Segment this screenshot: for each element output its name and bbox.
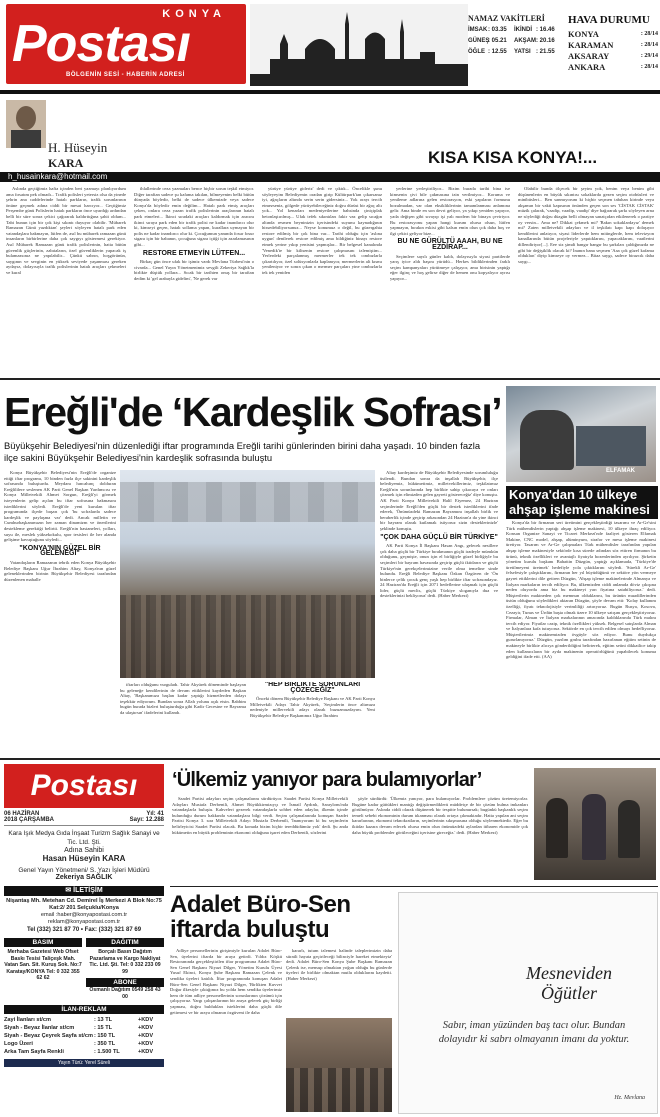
weather-temp: : 28/14 <box>640 64 658 70</box>
imprint-owner-label: Adına Sahibi <box>64 847 104 854</box>
column-paragraph: Aslında geçtiğimiz hafta içinden beri yazmayı planlıyordum ama fırsatım pek olmadı... Trafik polisleri yetersiz olsa da yinede şehrin ana caddelerinde hatalı parkların, trafik sorunlarının önüne geçmek adına ciddi bir mesai harcıyor... Geçtiğimiz Perşembe günü Polislerin hatalı parkların önce uyardığı ardından belli bir süre sonra çekici çağırarak kaldırttığına şahit oldum... Tabi bunun için bir çok kişi sıkıntı duyuyor olabilir. 'Mübarek Ramazan Günü yazdıktan' şeyleri söyleyen hatalı park eden vatandaşlara bakmayın, lütfen de, asıl bu mübarek ramazan günü insanların birbirlerine daha çok saygıyı göstermesi gerekiyor. Asıl Mübarek Ramazan günü trafik polislerinin, hatta bütün güvenlik güçlerinin, zabıtaların, özel güvenliklerin yapacak iş bulamazsınız ne yapılabilir... Çünkü sabrın, hoşgörünün, saygının ve sevginin en yüksek seviyede yaşanması gereken aydayız, dolayısıyla trafik polislerinin hatalı araçları çekmeleri ve kural <box>6 186 126 275</box>
imprint-owner: Hasan Hüseyin KARA <box>42 854 126 863</box>
ad-rate-cell: +KDV <box>138 1040 154 1047</box>
story2-paragraph: Saadet Partisi adayları seçim çalışmalarını sürdürüyor. Saadet Partisi Konya Milletvekili Adayları Mustafa Derbentli, Ahmet Büyükkirmizıyçı ve İsmail Aydınlı, Saraylonu'nda vatandaşlarla buluştu. Kahveleri gezerek vatandaşlarla sohbet eden adaylar, ilkenin içinde bulunduğu durum hakkında vatandaşlara bilgi verdi. Seçim çalışmalarında konuşan Saadet Partisi Konya 3. sıra Milletvekili Adayı Mustafa Derbentli, 'İnanıyorum ki bu seçimlerin belirleyicisi Saadet Partisi olacak. Bu konuda bizim hiçbir tereddüdümüz yok' dedi. Şu anda hükümetin en büyük probleminin ekonomi olduğuna işaret eden Derbentli, sözlerini <box>172 796 348 835</box>
prayer-cell: : 05.21 <box>488 38 507 44</box>
side-photo-brand: ELFAMAK <box>606 468 635 474</box>
column-text-1 <box>6 186 126 372</box>
weather-city: ANKARA <box>568 62 606 72</box>
author-photo <box>6 100 46 148</box>
story3-text-1 <box>170 948 282 1112</box>
divider <box>170 886 658 887</box>
lead-photo <box>120 470 375 678</box>
imprint-issue: Sayı: 12.288 <box>129 817 164 823</box>
lead-paragraph: Önceki dönem Büyükşehir Belediye Başkanı ve AK Parti Konya Milletvekili Adayı Tahir Akyürek, 'Seçimlerin önce altımıza nedeniyle millervekili adayı olarak buzuzmuzdayım. Yeni Büyükşehir Belediye Başkanımız Uğur İbrahim <box>250 696 375 718</box>
ad-rate-cell: : 150 TL <box>94 1032 116 1039</box>
imprint-print-title: BASIM <box>4 938 82 947</box>
masthead-slogan: BÖLGENİN SESİ - HABERİN ADRESİ <box>66 72 185 78</box>
prayer-cell: : 20.16 <box>536 38 555 44</box>
imprint-logo-text: Postası <box>30 769 138 802</box>
ad-rate-cell: Arka Tam Sayfa Renkli <box>4 1048 64 1055</box>
ad-rate-cell: : 350 TL <box>94 1040 116 1047</box>
lead-paragraph: Vatandaşların Ramazanın tebrik eden Konya Büyükşehir Belediye Başkanı Uğur İbrahim Altay, Konya'nın güzel geleneklerinden birinin Büyükşehir Belediyesi tarafından düzenlenen mahalle <box>4 559 116 582</box>
author-email: h_husainkara@hotmail.com <box>8 172 108 181</box>
lead-text-2b <box>250 682 375 752</box>
ad-rate-row <box>4 1032 164 1040</box>
imprint-email-2: reklam@konyapostasi.com.tr <box>47 919 121 925</box>
prayer-cell: GÜNEŞ <box>468 38 490 44</box>
prayer-title: NAMAZ VAKİTLERİ <box>468 14 545 23</box>
prayer-row <box>468 38 564 44</box>
author-first-name: H. Hüseyin <box>48 140 108 155</box>
story3-paragraph: kararlı, tutum izlemesi halinde taleplerimizin daha süratli hayata geçirileceği bilinciyle hareket etmekteyiz' dedi. Adalet Büro-Sen Konya Şube Başkanı Ramazan Çelenk ise, mensup olmaktan yoğun olduğu bu günlerde üyeleri ile birlikte olmaktan mutlu olduklarını kaydetti. (Haber Merkezi) <box>286 948 392 981</box>
lead-text-1 <box>4 470 116 752</box>
side-paragraph: Konya'da bir firmanın seri üretimini gerçekleştirdiği tasarımı ve Ar-Ge'sini Türk mühendislerin yaptığı ahşap işleme makinesi, 10 ülkeye ihraç ediliyor. Konsan Organize Sanayi ve Ticaret Merkezi'nde faaliyet gösteren Elfamak Makine, CNC model, ahşap, alüminyum, strafor ve mesa işleme makinesi üretiyor. Tasarım ve Ar-Ge çalışmaları Türk mühendisler tarafından yapılan ahşap işleme makinesiyle sektörde kısa sürede adından söz ettiren firmanın bu ürünü, teknik özellikleri ve avantajlı fiyatıyla bozenlerinden ayrılıyor. Şirketin yönetim kurulu başkanı Bahattin Düzgün, yaptığı açıklamada, 'Türkiye'de üretilmeyeni üretmek' hedefiyle yola çıktıklarını söyledi. 'Sürekli Ar-Ge' felsefesiyle çalıştıklarını, firmanın her yıl büyüdüğünü ve sektöre yön vermeye gayret ettiklerini dile getiren Düzgün, 'Ahşap işleme makinelerinde Almanya ve İtalyan markaların tercih ediliyor. Bu, ülkemizden ciddi anlamda döviz çıkışına neden oluyordu ama biz bu makineyi yarı fiyatına satabiliyoruz.' dedi. Müşterilerin makineden çok memnun olduklarını, bu ürünün muadillerinden üstün olduğunu söyledikleri aktaran Düzgün, şöyle devam etti: 'Kolay kullanım özelliği, fiyatı teknolojisiyle verimliliği artırıyoruz. Bugün Rusya, Kosova, Cezayir, Tunus ve Ürdün başta olmak üzere 10 ülkeye satışını gerçekleştiriyoruz. Firmalar, Alman ve İtalyan markalarının amacında kaldıklarında Türk malını tercih ediyor. Fiyatlar cazip, teknik özellikleri yüksek. Belgesel satışlarda Alman ve İtalyanlara kafa tutuyoruz. Sektörde en çok tercih edilen olmayı hedefliyoruz. Müşterilerimiz makinemizden övgüyle söz ediyor. Bunu duydukça gururlanıyoruz.' Düzgün, yazılım grubu tarafından hazırlanan eğitim setinin de makineyle birlikte alıcıya gönderildiğini belirterek, eğitim setini dikkatlice takip eden kullanıcıların bir ayda makinenin operatörlüğünü yapabilecek konuma geldiğini ifade etti. (AA) <box>506 520 656 660</box>
story3-headline: Adalet Büro-Sen iftarda buluştu <box>170 891 351 943</box>
prayer-row <box>468 27 564 33</box>
imprint-sub-title: ABONE <box>86 978 164 987</box>
story2-paragraph: şöyle sürdürdü: 'Ülkemiz yanıyor, para bulamıyorlar. Problemlere çözüm üretemiyorlar. Bugüne kadar güttükleri mantığı değiştirmediklerü müddetçe de bir çözüm bulma imkanları görülmüyor. Aslında ciddi olarak düşünerek bir tespitte bulunursak; bugünkü başkanlık seçim temeli sebebi ekonominin durum tıkanması olarak ortaya çıkmaktadır. Hatta yapılan ani seçim kararlarının, ekonomi teknokratların, seçimlerinin sıkışmasına olduğu söylenmektedir. Eğer bu iktidar kazara devam edecek olursa emin olun önümüzdeki aylardan itibaren ekonomide çok daha büyük problemler görüleceğini içerisine gireceğiz.' dedi. (Haber Merkezi) <box>352 796 528 835</box>
weather-row <box>568 51 658 62</box>
masthead-rule <box>0 90 660 94</box>
imprint-editor-label: Genel Yayın Yönetmeni/ S. Yazı İşleri Müdürü <box>18 867 150 874</box>
story3-paragraph: Adliye personellerinin girişimiyle kurulan Adalet Büro-Sen, üyelerini iftarda bir araya getirdi. Yıldız Köşkü Restoranında gerçekleştirilen iftar programına Adalet Büro-Sen Genel Başkanı Niyazi Dilger, Yönetim Kurulu Üyesi Yusuf Ekinci, Konya Şube Başkanı Ramazan Çelenk ve sendika üyeleri katıldı. İftar programında konuşan Adalet Büro-Sen Genel Başkanı Niyazi Dilger, 'Birlikten Kuvvet Doğar ilkesiyle çıktığımız bu yolda hem sendika üyelerimiz hem de tüm adliye personellerinin sorunlarının çözümü için çalışıyoruz. Yargı çalışanlarının bir araya gelerek güç birliği yapması, doğru buldukları isteklerini daha güçlü dile getirmesi ve bir araya olmanın özgüveni ile daha <box>170 948 282 1015</box>
imprint-address: Nişantaş Mh. Metehan Cd. Demirel İş Merkezi A Blok No:75 Kat:2/ 201 Selçuklu/Konya <box>6 898 162 911</box>
lead-subhead: "HEP BİRLİKTE SORUNLARI ÇÖZECEĞİZ" <box>264 682 361 694</box>
divider <box>0 378 660 380</box>
ad-rate-cell: +KDV <box>138 1016 154 1023</box>
imprint <box>4 764 164 1112</box>
skyline-illustration <box>250 4 468 86</box>
column-paragraph: Birkaç gün önce ufak bir işimiz vardı Mevlana Türbesi'nin o civarda... Genel Yayın Yönetmenimiz sevgili Zekeriya Sağlık'la birlikte düştük yollara... Sıcak bir tarihten onuş bir taraftan dedim ki 'gel arabayla gidelim', 'Ne gerek var <box>134 259 254 281</box>
envelope-icon: ✉ <box>65 887 74 894</box>
ad-rate-cell: Zayi İlanları st/cm <box>4 1016 51 1023</box>
column-subhead: RESTORE ETMEYİN LÜTFEN... <box>142 249 246 257</box>
prayer-cell: ÖĞLE <box>468 49 486 55</box>
imprint-email-1: email :haber@konyapostasi.com.tr <box>40 912 128 918</box>
prayer-cell: İMSAK <box>468 27 488 33</box>
lead-paragraph: Konya Büyükşehir Belediyesi'nin Ereğli'de organize ettiği iftar programı, 10 binden fazla ilçe sakinini kardeşlik sofrasında buluşturdu. Meydanı hıncahınç dolduran Ereğlililere seslenen AK Parti Genel Başkan Yardımcısı ve Konya Milletvekili Ahmet Sorgun, Ereğli'yi görmek isteyenlerin gelip açılan bu iftar sofrasına bakmasını istediklerini söyledi. Ereğli'de yeni kurulan iftar programında ilçede başarı çok 'bu sofralarda sadece kardeşlik ve paylaşma var' dedi. Ancak milletin ve Cumhurbaşkanımızın her zaman dinamizm ve önerilerini destekleme gerektiği belirtti. Ereğli'nin hastaneleri, yolları, suyu ile, meslek yüksekokulu, spor tesisleri ile her alanda gelişime kavuştuğunu söyledi... <box>4 470 116 543</box>
column-paragraph: Seçimlere sayılı günler kaldı, dolayısıyla siyasi partilerde yarış iyice aldı başını yürüdü... Herkes bildiklerinden farklı seçim kampanyaları yürütmeye çalışıyor, ama birisinin yaptığı eğer ilginç ve hoş gelirse diğer de hemen onu kopyalıyor ayrısı yapıyor... <box>390 253 510 281</box>
author-email-bar <box>0 172 660 182</box>
quote-text: Sabır, iman yüzünden baş tacı olur. Bundan dolayıdır ki sabrı olmayanın imanı da yoktur. <box>438 1020 630 1045</box>
ad-rate-cell: +KDV <box>138 1032 154 1039</box>
imprint-footer: Yayın Türü: Yerel Süreli <box>4 1059 164 1067</box>
weather-temp: : 29/14 <box>640 53 658 59</box>
side-photo <box>506 386 656 482</box>
prayer-cell: : 12.55 <box>488 49 507 55</box>
lead-paragraph: Altay kardeşimiz de Büyükşehir Belediyesinde sorumluluğu üstlendi. Bundan sonra da inşallah Büyükşehir, ilçe belediyemiz, hükümetimiz, milletvekillerimiz, teşkilatımız Ereğli'nin sorunlarında hep birlikte sahip çıkacaya ve onları çözmek için elimizden gelen gayreti göstereceğiz' diye konuştu. AK Parti Konya Milletvekili Halil Etyemez, 24 Haziran seçimlerinde Ereğli'den güçlü bir destek istediklerini ifade ederek, 'Önümüzdeki Ramazan Bayramını inşallah birlik ve beraberlik içinde geçirip arkasından 24 Haziran'a da yine ikinci bir bayram olarak kutlamak istiyoruz sizin desteklerinizle' şeklinde konuştu. <box>380 470 498 531</box>
lead-deck: Büyükşehir Belediyesi'nin düzenlediği iftar programında Ereğli tarihi günlerinden birini daha yaşadı. 10 binden fazla ilçe sakini Büyükşehir Belediyesi'nin kardeşlik sofrasında buluştu <box>4 440 481 463</box>
masthead <box>0 0 660 96</box>
weather-temp: : 28/14 <box>640 31 658 37</box>
ad-rate-cell: Siyah - Beyaz Çeyrek Sayfa st/cm <box>4 1032 93 1039</box>
column-paragraph: yerlerine yerleştiriliyor... Bizim burada tarihi bina ise kimsenin çivi bile çakmasına izin verilmiyor... Koruma ve yenileme adlarına gelen restorasyon, eski yapıların formunu bozulmadan, var olan eksikliklerinin tamamlanması anlamına gelir. Ama binde en son devri geliyor, ya yıkıp yeniden yapıyor, yada değişen gibi sıvayıp işi yalı modern bir binaya çeviriyor. Bu restorasyonu yapan hangi kurum olursa olsun, lütfen yapmayın, bırakın eskisi gibi kalsın emin olun çok daha hoş ve ilgi çekici geliyor bize... <box>390 186 510 236</box>
imprint-dist-title: DAĞITIM <box>86 938 164 947</box>
column-paragraph: yürüye yürüye gideriz' dedi ve çıktık... Öncelikle şunu söyleyeyim Belediyenin oradan girip Kültürpark'tan çıkarsanız iyi, ağaçların altında serin serin gidersiniz... Yok orayı tercih etmezseniz, gölgede yürüyebileceğiniz doğru dürüst bir ağaç altı yok... Yol kenarları medeniyetlerine bahsinda çiniçiplak betonlaştırılmış... Ufak tefek sıkıntıları fakir vaz gelip sıcağın altında resmen beyninizin içerisindeki suyunu kaynadığının hissedebiliyorsunuz... Neyse konumuz o değil, bu güzergahta restore edilmiş bir çok bina var... Tarihi olduğu için 'aslına uygun' denilerek restore edilmiş ama bildiğiniz binayı restore etmek yerine yıkıp yenisini yapmışlar... Bir belgesel kanalında 'Venedik'te bir kilisenin restore çalışmasını izlemiştim... Yerlerdeki parçalanmış mermerler tek tek cımbızlarla çıkartılıyor, özel solüsyonlarla kaplanıyor, mermerlerin alt kısmı yenileniyor ve sonra çıkan o mermer parçaları yine cımbızlarla tek tek yeniden <box>262 186 382 275</box>
weather-city: AKSARAY <box>568 51 610 61</box>
weather-city: KARAMAN <box>568 40 614 50</box>
prayer-cell: YATSI <box>514 49 531 55</box>
ad-rate-cell: : 13 TL <box>94 1016 113 1023</box>
prayer-cell: İKİNDİ <box>514 27 532 33</box>
imprint-sub-body: Osmanlı Dağıtım 0549 258 43 00 <box>89 987 161 1000</box>
imprint-phone: Tel (332) 321 87 70 • Fax: (332) 321 87 69 <box>26 927 142 933</box>
ad-rate-row <box>4 1024 164 1032</box>
prayer-times <box>468 14 564 74</box>
author-last-name: KARA <box>48 156 84 170</box>
imprint-dist-body: Borçalı Basın Dağıtım Pazarlama ve Kargo Nakliyat Tic. Ltd. Şti. Tel: 0 332 233 09 99 <box>89 949 161 975</box>
column-paragraph: Olabilir bunda ölçecek bir şeyim yok, benim veya benim gibi düşünenlerin en büyük sıkıntısı sokaklarda gezen seçim otobüsleri ve minibüsleri... Ben sanmıyorum ki hiçbir seçmen tabıhan kirinde veya akşamın bir vakti kapısının önünden geçen son ses 'CİSTAK CİSTAK' müzik çalarak, 'vaadip, vaadip, vaadip' diye bağırarak şarkı söyleyen arna ne söylediği doğru düzgün belli olmayan sanatçıdan etkilenerek o partiye oy versin... Ama ne? Dikkat çekmek mi? 'Bakın sokaklardayız' demek mi? Zaten milletvekili adayları ve il teşkilatı kapı kapı dolaşıyor kendilerini anlatıyor, siyasi liderlerde hem mitinglerde, hem televizyon kanallarında bütün projeleriyle yapıtıklarını, yapacaklarını, vaatlerini dillendiriyor[...]. Eee siz şimdi bangır bangır bu şarkıları çaldığınızda ne gibi bir değişiklik olacak ki? İnanın bana seçmen 'Aaa çok güzel kafama oldukları' diyip kimseye oy vermez... Bitaz saygı, sadece birazcık daha saygı... <box>518 186 654 264</box>
weather-title: HAVA DURUMU <box>568 14 650 26</box>
imprint-contact-label: İLETİŞİM <box>73 887 103 894</box>
lead-paragraph: AK Parti Konya İl Başkanı Hasan Angı, gelecek nesillere çok daha güçlü bir Türkiye bırakmanın güçlü iradeyle mümkün olduğunu, geçmişte, onun için el birliğiyle güzel birliğiyle bu seçimleri bir bayram havasında geçirip güçlü iktidarın ve güçlü Türkiye'nin gerekçelerimizine verile olma temeline sinde bulundu. Ereğli Belediye Başkanı Özkan Özgüven de 'Ön binlerce çelik çocuk genç yaşlı hep birlikte iftar sofrasındayız. 24 Haziran'da Ereğli için 2071 hedeflerine ulaşmak için güçlü lider, güçlü meclis, güçlü Türkiye sloganıyla dua ve desteklerinizi bekliyoruz' dedi. (Haber Merkezi) <box>380 543 498 599</box>
ad-rate-cell: : 1.500 TL <box>94 1048 120 1055</box>
column-text-3 <box>262 186 382 372</box>
prayer-row <box>468 49 564 55</box>
story2-headline: ‘Ülkemiz yanıyor para bulamıyorlar’ <box>172 769 482 791</box>
weather-temp: : 28/14 <box>640 42 658 48</box>
imprint-date: 06 HAZİRAN <box>4 811 40 817</box>
ad-rate-cell: +KDV <box>138 1024 154 1031</box>
column-text-5 <box>518 186 654 372</box>
column-text-4 <box>390 186 510 372</box>
imprint-editor: Zekeriya SAĞLIK <box>55 874 113 881</box>
column-subhead: BU NE GÜRÜLTÜ AAAH, BU NE EZDİRAP... <box>397 238 503 251</box>
ad-rate-row <box>4 1016 164 1024</box>
prayer-cell: AKŞAM <box>514 38 536 44</box>
column-paragraph: ihlallerinde ceza yazmaları bence hiçbir sorun teşkil etmiyor. Diğer taraftan sadece şu kafama takılan, bilmeyenim belki bütün dünyada böyledir, belki de sadece ülkemizde veya sadece Konya'da böyledir emin değilim... Hatalı park etmiş araçları çeken, onlara ceza yazan trafik polislerinin araçlarının hatalı park etmeleri... İkinci sıradaki araçları kaldırmak için aracını ikinci sıraya park eden bir trafik polisi ne kadar inandırıcı olur ki, kimseyi geçen, hatalı sollama yapan, kurallara uymayan bir polis ne kadar inandırıcı olur ki. Çocuğumun yanında fosur fosur sigara için bir babanın, çocuğuna sigara içtiği için azarlamasının gibi... <box>134 186 254 247</box>
lead-subhead: "KONYA'NIN GÜZEL BİR GELENEĞİ" <box>19 544 101 558</box>
ad-rate-row <box>4 1048 164 1056</box>
weather <box>568 14 658 78</box>
divider <box>0 758 660 760</box>
imprint-ads-title: İLAN-REKLAM <box>4 1005 164 1014</box>
story3-photo <box>286 1018 392 1112</box>
lead-headline: Ereğli'de ‘Kardeşlik Sofrası’ <box>4 389 502 435</box>
prayer-cell: : 16.46 <box>536 27 555 33</box>
imprint-print-body: Merhaba Gazetesi Web Ofset Baskı Tesisi Taliçeşk Mah. Vatan San. Sit. Kuruş Sok. No:7 Karatay/KONYA Tel: 0 332 355 62 62 <box>4 949 82 982</box>
masthead-konya: KONYA <box>162 8 226 20</box>
quote-box <box>398 892 658 1114</box>
ad-rate-cell: +KDV <box>138 1048 154 1055</box>
story3-text-2 <box>286 948 392 1014</box>
weather-row <box>568 40 658 51</box>
masthead-logo <box>6 4 246 84</box>
side-headline: Konya'dan 10 ülkeye ahşap işleme makinesi <box>506 486 658 519</box>
weather-city: KONYA <box>568 29 599 39</box>
side-text <box>506 520 656 752</box>
imprint-contact-title <box>4 886 164 896</box>
weather-row <box>568 62 658 73</box>
lead-text-3 <box>380 470 498 752</box>
ad-rate-cell: Siyah - Beyaz İlanlar st/cm <box>4 1024 75 1031</box>
prayer-cell: : 21.55 <box>536 49 555 55</box>
weather-row <box>568 29 658 40</box>
imprint-owner-company: Kara Işık Medya Gıda İnşaat Turizm Sağlık Sanayi ve Tic. Ltd. Şti. <box>8 830 160 846</box>
story2-text-2 <box>352 796 528 882</box>
ad-rate-cell: : 15 TL <box>94 1024 113 1031</box>
lead-text-2 <box>120 682 246 752</box>
story2-text-1 <box>172 796 348 882</box>
imprint-volume: Yıl: 41 <box>146 811 164 817</box>
masthead-title: Postası <box>12 15 190 73</box>
lead-subhead: "ÇOK DAHA GÜÇLÜ BİR TÜRKİYE" <box>380 533 498 541</box>
imprint-logo <box>4 764 164 808</box>
column-text-2 <box>134 186 254 372</box>
imprint-year: 2018 ÇARŞAMBA <box>4 817 55 823</box>
story2-photo-main <box>534 768 656 880</box>
column-title: KISA KISA KONYA!... <box>428 148 598 167</box>
ad-rate-cell: Logo Üzeri <box>4 1040 33 1047</box>
quote-signature: Hz. Mevlana <box>614 1095 645 1101</box>
quote-title: Mesneviden Öğütler <box>526 963 612 1003</box>
lead-paragraph: iftarları olduğunu vurguladı. Tahir Akyürek döneminde başlayan bu geleneğe kendilerinin de devam ettiklerini kaydeden Başkan Altay, 'Başkanımıza başlan kadar yaptığı hizmetlerden dolayı teşekkür ediyorum. Bundan sonra Allah yolunu açık etsin. Rabbim bugün burada bizleri buluşturduğu gibi Kadir Gecesine ve Bayrama da ulaştırsın' ifadelerini kullandı. <box>120 682 246 715</box>
ad-rate-row <box>4 1040 164 1048</box>
prayer-cell: : 03.35 <box>488 27 507 33</box>
